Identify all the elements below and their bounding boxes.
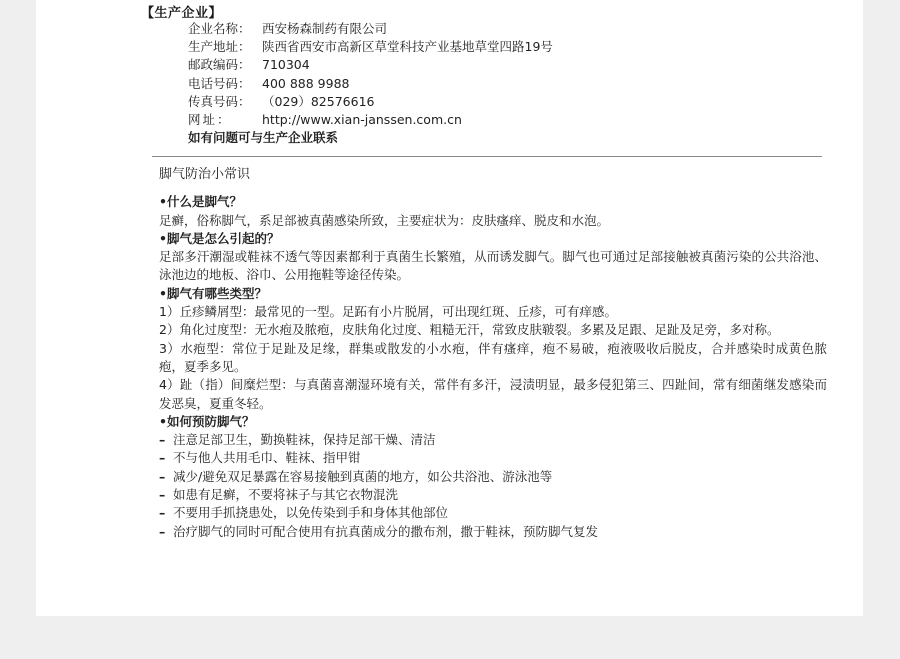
prevention-text: 不要用手抓挠患处，以免传染到手和身体其他部位 — [173, 505, 449, 521]
prevention-text: 治疗脚气的同时可配合使用有抗真菌成分的撒布剂，撒于鞋袜，预防脚气复发 — [173, 523, 599, 539]
dash-bullet: – — [159, 505, 166, 521]
type-item: 4）趾（指）间糜烂型：与真菌喜潮湿环境有关，常伴有多汗，浸渍明显，最多侵犯第三、四趾间，常有细菌继发感染而发恶臭，夏重冬轻。 — [159, 377, 827, 411]
company-name-label: 企业名称： — [188, 21, 251, 36]
dash-bullet: – — [159, 450, 166, 466]
phone-row — [188, 75, 553, 93]
answer-what-is: 足癣，俗称脚气，系足部被真菌感染所致，主要症状为：皮肤瘙痒、脱皮和水泡。 — [159, 212, 610, 228]
prevention-text: 注意足部卫生，勤换鞋袜，保持足部干燥、清洁 — [173, 432, 436, 448]
fax-label: 传真号码： — [188, 93, 251, 109]
athletes-foot-knowledge — [159, 166, 827, 541]
address-label: 生产地址： — [188, 39, 251, 55]
prevention-item — [159, 504, 827, 522]
question-prevention: •如何预防脚气？ — [159, 413, 255, 429]
leaflet-page — [36, 0, 863, 616]
postcode-row — [188, 56, 553, 74]
prevention-item — [159, 449, 827, 467]
phone-label: 电话号码： — [188, 75, 251, 91]
postcode-value: 710304 — [262, 57, 310, 73]
fax-value: （029）82576616 — [262, 93, 375, 109]
type-item: 2）角化过度型：无水疱及脓疱，皮肤角化过度、粗糙无汗，常致皮肤皲裂。多累及足跟、足趾及足旁，多对称。 — [159, 322, 780, 338]
company-name-value: 西安杨森制药有限公司 — [262, 21, 388, 36]
contact-note: 如有问题可与生产企业联系 — [188, 130, 339, 146]
dash-bullet: – — [159, 432, 166, 448]
type-item: 1）丘疹鳞屑型：最常见的一型。足跖有小片脱屑，可出现红斑、丘疹，可有痒感。 — [159, 304, 617, 320]
address-row — [188, 38, 553, 56]
dash-bullet: – — [159, 468, 166, 484]
prevention-text: 减少/避免双足暴露在容易接触到真菌的地方，如公共浴池、游泳池等 — [173, 468, 553, 484]
question-what-is: •什么是脚气？ — [159, 194, 242, 210]
type-item: 3）水疱型：常位于足趾及足缘，群集或散发的小水疱，伴有瘙痒，疱不易破，疱液吸收后脱皮，合并感染时成黄色脓疱，夏季多见。 — [159, 340, 827, 374]
answer-cause: 足部多汗潮湿或鞋袜不透气等因素都利于真菌生长繁殖，从而诱发脚气。脚气也可通过足部接触被真菌污染的公共浴池、泳池边的地板、浴巾、公用拖鞋等途径传染。 — [159, 249, 827, 283]
address-value: 陕西省西安市高新区草堂科技产业基地草堂四路19号 — [262, 39, 553, 55]
knowledge-title: 脚气防治小常识 — [159, 167, 251, 182]
manufacturer-info — [188, 20, 553, 147]
website-label: 网址： — [188, 112, 232, 128]
question-types: •脚气有哪些类型？ — [159, 285, 267, 301]
prevention-text: 如患有足癣，不要将袜子与其它衣物混洗 — [173, 487, 399, 503]
prevention-item — [159, 486, 827, 504]
website-row — [188, 111, 553, 129]
prevention-text: 不与他人共用毛巾、鞋袜、指甲钳 — [173, 450, 361, 466]
manufacturer-section-label: 【生产企业】 — [141, 6, 223, 21]
question-cause: •脚气是怎么引起的？ — [159, 230, 280, 246]
prevention-item — [159, 523, 827, 541]
postcode-label: 邮政编码： — [188, 57, 251, 73]
section-divider — [152, 156, 822, 157]
company-name-row — [188, 20, 553, 38]
phone-value: 400 888 9988 — [262, 75, 350, 91]
prevention-item — [159, 431, 827, 449]
dash-bullet: – — [159, 523, 166, 539]
website-value: http://www.xian-janssen.com.cn — [262, 112, 462, 128]
prevention-item — [159, 468, 827, 486]
fax-row — [188, 93, 553, 111]
dash-bullet: – — [159, 487, 166, 503]
